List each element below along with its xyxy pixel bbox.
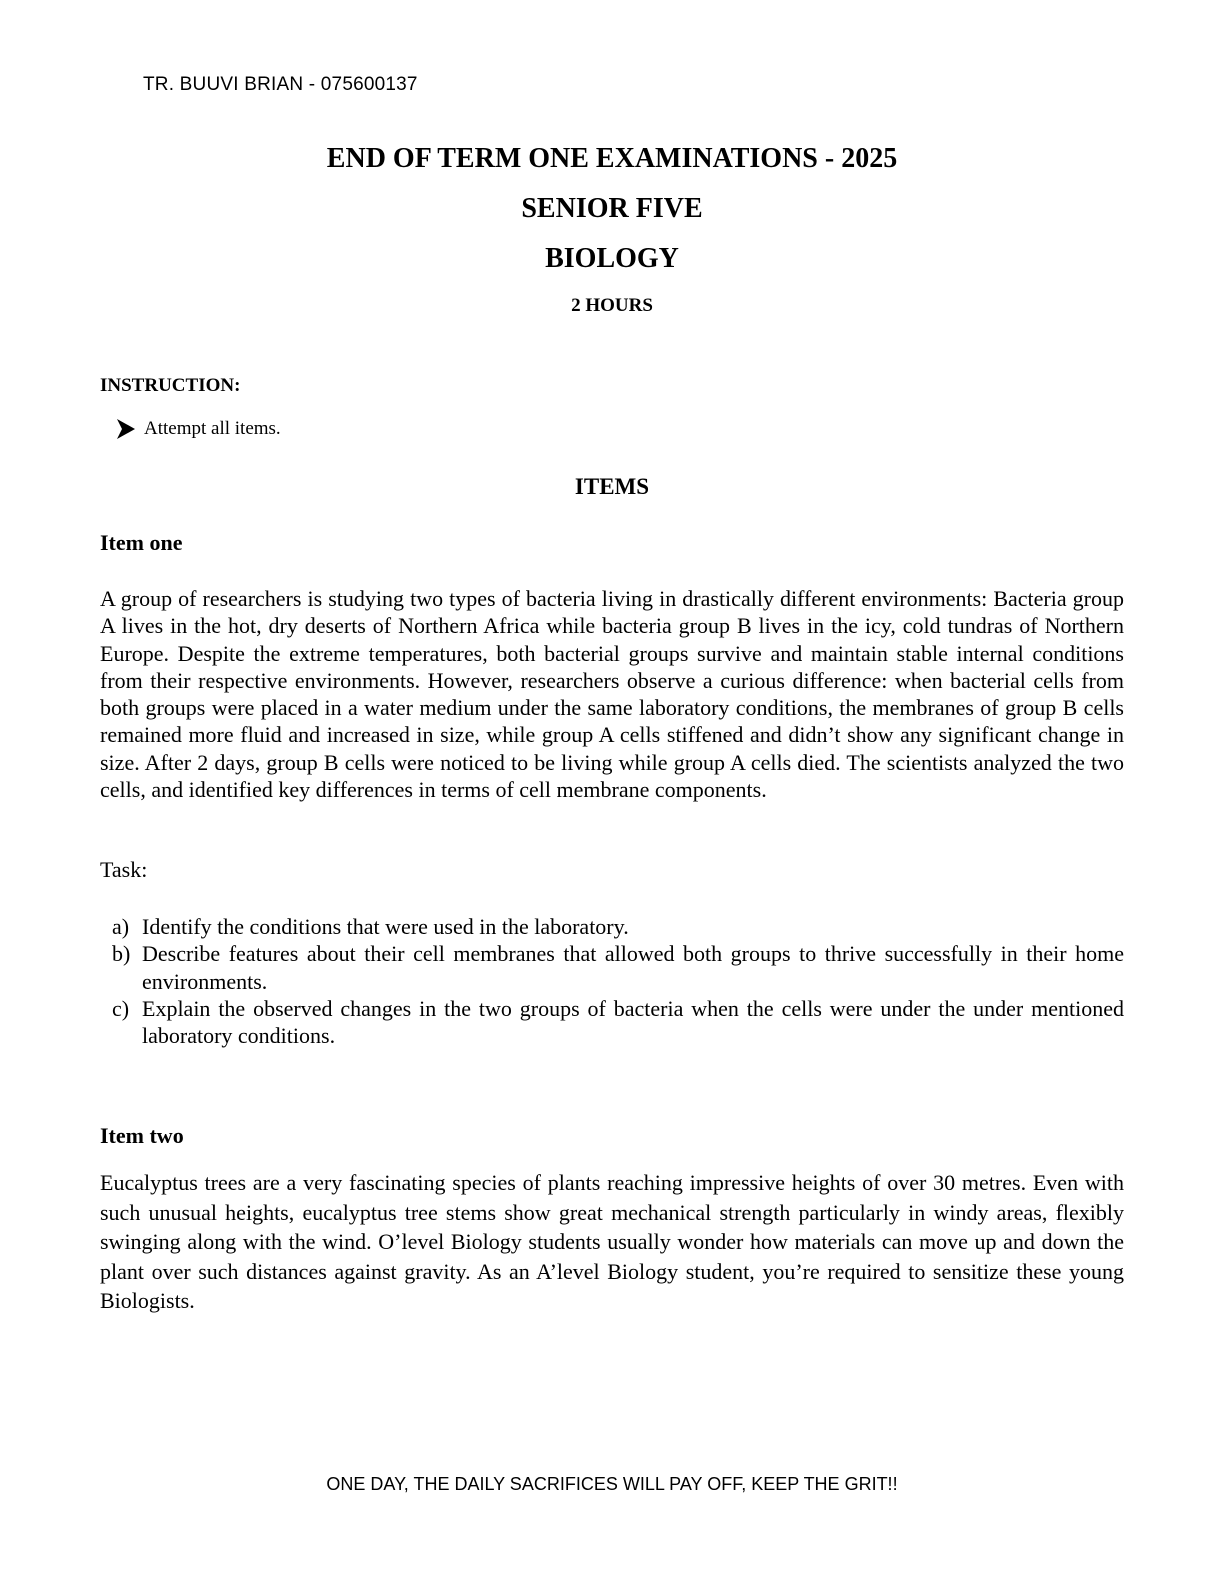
duration-title: 2 HOURS	[571, 295, 653, 316]
footer-motto: ONE DAY, THE DAILY SACRIFICES WILL PAY OFF, KEEP THE GRIT!!	[326, 1474, 898, 1494]
task-list	[100, 913, 1124, 1049]
task-text: Identify the conditions that were used in the laboratory.	[142, 914, 629, 939]
class-title: SENIOR FIVE	[521, 193, 703, 224]
item-two-scenario: Eucalyptus trees are a very fascinating species of plants reaching impressive heights of over 30 metres. Even with such unusual heights, eucalyptus tree stems show great mechanical strength particularly in windy areas, flexibly swinging along with the wind. O’level Biology students usually wonder how materials can move up and down the plant over such distances against gravity. As an A’level Biology student, you’re required to sensitize these young Biologists.	[100, 1170, 1124, 1313]
item-one-scenario: A group of researchers is studying two types of bacteria living in drastically different environments: Bacteria group A lives in the hot, dry deserts of Northern Africa while bacteria group B lives in the icy, cold tundras of Northern Europe. Despite the extreme temperatures, both bacterial groups survive and maintain stable internal conditions from their respective environments. However, researchers observe a curious difference: when bacterial cells from both groups were placed in a water medium under the same laboratory conditions, the membranes of group B cells remained more fluid and increased in size, while group A cells stiffened and didn’t show any significant change in size. After 2 days, group B cells were noticed to be living while group A cells died. The scientists analyzed the two cells, and identified key differences in terms of cell membrane components.	[100, 586, 1124, 803]
items-heading: ITEMS	[574, 474, 650, 499]
subject-title: BIOLOGY	[545, 243, 679, 274]
author-contact: TR. BUUVI BRIAN - 075600137	[143, 74, 418, 95]
arrow-bullet-icon	[116, 418, 136, 440]
task-text: Describe features about their cell membranes that allowed both groups to thrive successfully in their home environments.	[142, 941, 1124, 994]
item-one-heading: Item one	[100, 530, 183, 555]
task-item-b	[100, 940, 1124, 995]
task-letter: b)	[112, 941, 131, 967]
instruction-text: Attempt all items.	[144, 418, 281, 439]
item-two-heading: Item two	[100, 1123, 184, 1148]
task-item-a	[100, 913, 1124, 940]
exam-title: END OF TERM ONE EXAMINATIONS - 2025	[326, 143, 898, 174]
instruction-item	[116, 418, 281, 440]
task-label: Task:	[100, 857, 148, 882]
instruction-label: INSTRUCTION:	[100, 375, 241, 396]
task-item-c	[100, 995, 1124, 1050]
task-letter: a)	[112, 914, 130, 939]
task-text: Explain the observed changes in the two groups of bacteria when the cells were under the under mentioned laboratory conditions.	[142, 995, 1124, 1049]
task-letter: c)	[112, 995, 130, 1021]
